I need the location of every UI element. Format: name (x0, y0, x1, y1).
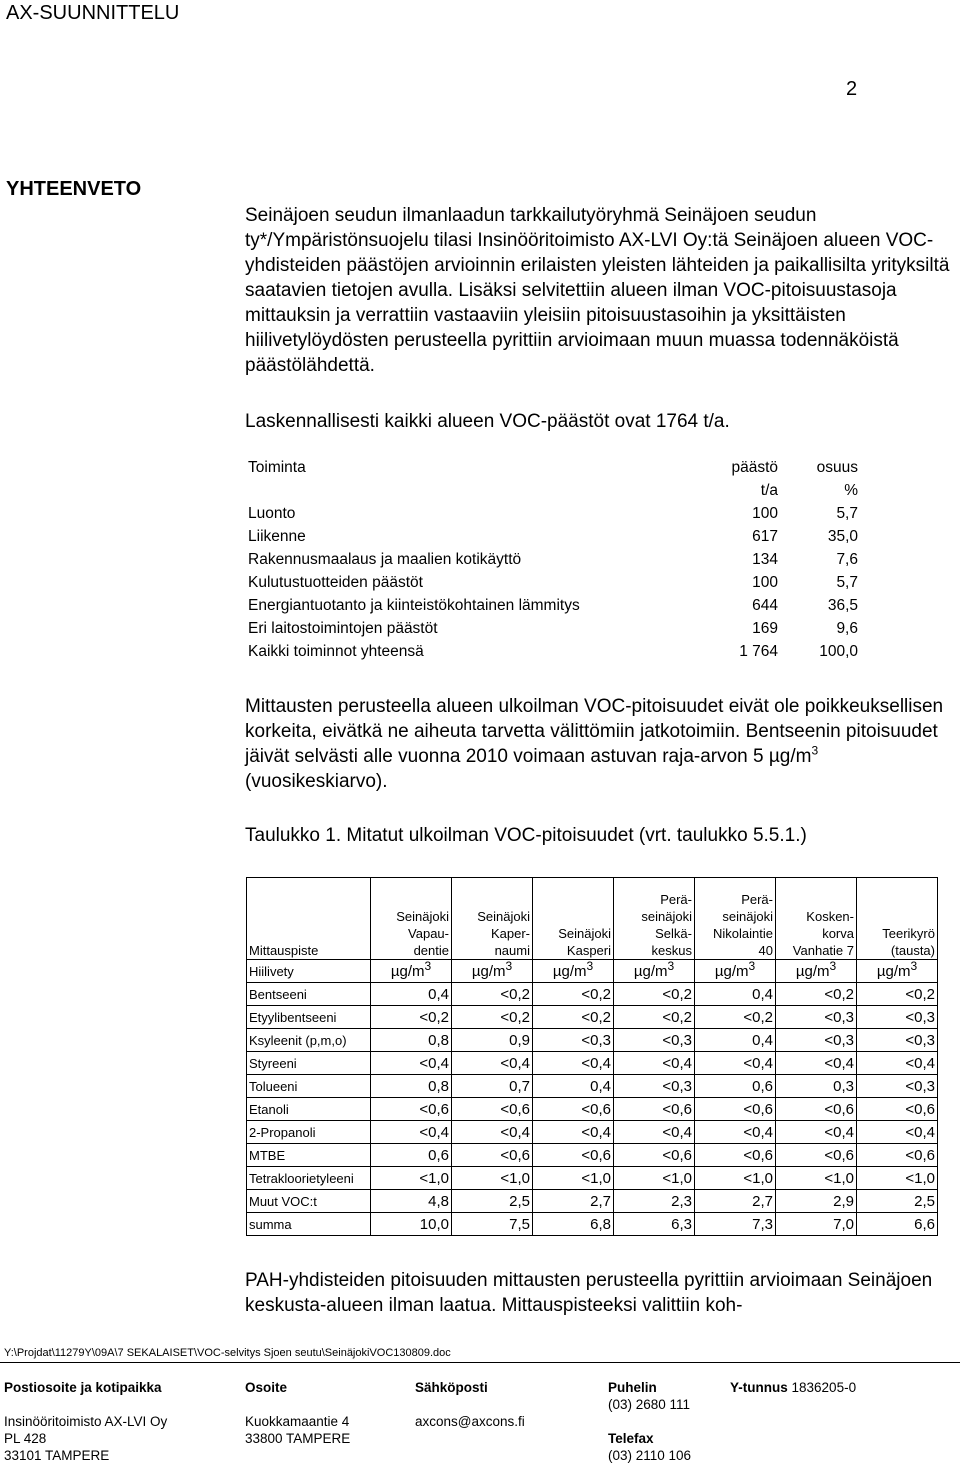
concentration-cell: 2,9 (776, 1190, 857, 1213)
concentration-cell: <0,6 (533, 1098, 614, 1121)
footer-po-city: 33101 TAMPERE (4, 1448, 110, 1463)
emissions-unit-row (248, 482, 868, 505)
site-header-line: Perä- (741, 892, 773, 907)
unit-row-label: Hiilivety (247, 960, 371, 983)
emission-share: 7,6 (836, 551, 858, 568)
emission-header: päästö (731, 459, 778, 476)
share-unit: % (844, 482, 858, 499)
concentration-cell: <0,6 (857, 1098, 938, 1121)
concentration-cell: 0,3 (776, 1075, 857, 1098)
concentration-cell: 0,7 (452, 1075, 533, 1098)
emissions-row (248, 505, 868, 528)
site-header (533, 878, 614, 960)
footer-phone: (03) 2680 111 (608, 1397, 691, 1412)
compound-name: Bentseeni (247, 983, 371, 1006)
concentration-cell: <1,0 (695, 1167, 776, 1190)
voc-row (247, 1098, 938, 1121)
emission-source-name: Kulutustuotteiden päästöt (248, 574, 423, 591)
compound-name: Etanoli (247, 1098, 371, 1121)
concentration-cell: <0,2 (533, 983, 614, 1006)
emission-value: 644 (752, 597, 778, 614)
concentration-cell: <0,4 (614, 1052, 695, 1075)
unit-superscript: 3 (748, 958, 756, 973)
concentration-cell: 0,4 (371, 983, 452, 1006)
site-header-line: naumi (494, 943, 530, 958)
unit-text: µg/m (471, 962, 506, 980)
unit-cell (776, 960, 857, 983)
site-header-line: Kasperi (566, 943, 611, 958)
site-header-line: korva (822, 926, 854, 941)
concentration-cell: <0,6 (614, 1098, 695, 1121)
emissions-row (248, 643, 868, 666)
concentration-cell: <0,6 (452, 1098, 533, 1121)
emissions-header-row (248, 459, 868, 482)
unit-cell (614, 960, 695, 983)
concentration-cell: <0,6 (695, 1098, 776, 1121)
concentration-cell: <0,2 (695, 1006, 776, 1029)
emission-share: 100,0 (819, 643, 858, 660)
concentration-cell: 2,7 (533, 1190, 614, 1213)
concentration-cell: <0,2 (452, 983, 533, 1006)
concentration-cell: 2,3 (614, 1190, 695, 1213)
concentration-cell: <0,3 (533, 1029, 614, 1052)
voc-row (247, 983, 938, 1006)
footer-phone-label: Puhelin (608, 1380, 657, 1395)
emission-share: 36,5 (827, 597, 858, 614)
footer-business-id-label: Y-tunnus (730, 1380, 788, 1395)
site-header-line: 40 (758, 943, 773, 958)
unit-text: µg/m (795, 962, 830, 980)
concentration-cell: <0,2 (614, 983, 695, 1006)
pah-paragraph: PAH-yhdisteiden pitoisuuden mittausten perusteella pyrittiin arvioimaan Seinäjoen keskusta-alueen ilman laatua. Mittauspisteeksi valittiin koh- (245, 1270, 933, 1316)
activity-header: Toiminta (248, 459, 306, 476)
footer-divider (0, 1362, 960, 1363)
emission-source-name: Eri laitostoimintojen päästöt (248, 620, 438, 637)
concentration-cell: <1,0 (857, 1167, 938, 1190)
concentration-cell: <0,2 (371, 1006, 452, 1029)
results-paragraph (245, 694, 955, 794)
compound-name: Tolueeni (247, 1075, 371, 1098)
site-header (452, 878, 533, 960)
emission-unit: t/a (760, 482, 778, 499)
concentration-cell: <0,3 (857, 1029, 938, 1052)
concentration-cell: <0,6 (371, 1098, 452, 1121)
concentration-cell: <0,2 (857, 983, 938, 1006)
concentration-cell: <0,3 (776, 1006, 857, 1029)
concentration-cell: <0,4 (857, 1121, 938, 1144)
unit-superscript: 3 (829, 958, 837, 973)
concentration-cell: <0,4 (371, 1052, 452, 1075)
site-header-line: Nikolaintie (713, 926, 773, 941)
emissions-table (248, 459, 868, 666)
compound-name: Styreeni (247, 1052, 371, 1075)
file-path: Y:\Projdat\11279Y\09A\7 SEKALAISET\VOC-selvitys Sjoen seutu\SeinäjokiVOC130809.doc (4, 1347, 451, 1359)
voc-row (247, 1075, 938, 1098)
site-header-line: Seinäjoki (396, 909, 449, 924)
site-header-line: (tausta) (890, 943, 935, 958)
concentration-cell: <0,4 (452, 1121, 533, 1144)
voc-header-row (247, 878, 938, 960)
unit-text: µg/m (633, 962, 668, 980)
footer-postcode-city: 33800 TAMPERE (245, 1431, 351, 1446)
compound-name: Muut VOC:t (247, 1190, 371, 1213)
unit-cell (857, 960, 938, 983)
results-superscript: 3 (811, 743, 819, 758)
voc-row (247, 1052, 938, 1075)
footer-postal-label: Postiosoite ja kotipaikka (4, 1380, 162, 1395)
site-header (371, 878, 452, 960)
concentration-cell: <0,4 (857, 1052, 938, 1075)
site-header-line: dentie (413, 943, 449, 958)
unit-text: µg/m (714, 962, 749, 980)
unit-cell (452, 960, 533, 983)
concentration-cell: <0,2 (614, 1006, 695, 1029)
footer-fax-label: Telefax (608, 1431, 654, 1446)
concentration-cell: 0,6 (695, 1075, 776, 1098)
unit-text: µg/m (390, 962, 425, 980)
voc-row (247, 1029, 938, 1052)
concentration-cell: <1,0 (452, 1167, 533, 1190)
footer-po-box: PL 428 (4, 1431, 47, 1446)
voc-table (246, 877, 938, 1236)
concentration-cell: 0,4 (695, 983, 776, 1006)
concentration-cell: <0,6 (776, 1144, 857, 1167)
unit-cell (371, 960, 452, 983)
emissions-row (248, 551, 868, 574)
emission-source-name: Rakennusmaalaus ja maalien kotikäyttö (248, 551, 522, 568)
concentration-cell: 4,8 (371, 1190, 452, 1213)
table-caption: Taulukko 1. Mitatut ulkoilman VOC-pitoisuudet (vrt. taulukko 5.5.1.) (245, 825, 807, 846)
concentration-cell: <1,0 (614, 1167, 695, 1190)
site-header-line: Vanhatie 7 (792, 943, 854, 958)
emission-value: 617 (752, 528, 778, 545)
concentration-cell: <0,6 (776, 1098, 857, 1121)
concentration-cell: <0,4 (371, 1121, 452, 1144)
concentration-cell: <0,4 (776, 1052, 857, 1075)
concentration-cell: 0,6 (371, 1144, 452, 1167)
footer-company: Insinööritoimisto AX-LVI Oy (4, 1414, 168, 1429)
voc-row (247, 1006, 938, 1029)
unit-superscript: 3 (424, 958, 432, 973)
compound-name: 2-Propanoli (247, 1121, 371, 1144)
footer-fax: (03) 2110 106 (608, 1448, 692, 1463)
concentration-cell: <0,6 (533, 1144, 614, 1167)
site-header-line: seinäjoki (722, 909, 773, 924)
concentration-cell: <1,0 (371, 1167, 452, 1190)
concentration-cell: 0,4 (695, 1029, 776, 1052)
compound-name: summa (247, 1213, 371, 1236)
emissions-row (248, 620, 868, 643)
concentration-cell: 7,3 (695, 1213, 776, 1236)
total-emissions-paragraph: Laskennallisesti kaikki alueen VOC-päästöt ovat 1764 t/a. (245, 411, 730, 432)
emissions-row (248, 597, 868, 620)
site-header-line: keskus (651, 943, 692, 958)
header-title: AX-SUUNNITTELU (6, 2, 180, 24)
concentration-cell: <0,4 (776, 1121, 857, 1144)
site-header (776, 878, 857, 960)
emission-share: 35,0 (827, 528, 858, 545)
concentration-cell: 0,8 (371, 1075, 452, 1098)
concentration-cell: 2,7 (695, 1190, 776, 1213)
voc-row (247, 1121, 938, 1144)
compound-name: Tetrakloorietyleeni (247, 1167, 371, 1190)
concentration-cell: 2,5 (857, 1190, 938, 1213)
page-number: 2 (846, 78, 858, 100)
concentration-cell: <0,6 (857, 1144, 938, 1167)
unit-superscript: 3 (910, 958, 918, 973)
concentration-cell: 7,5 (452, 1213, 533, 1236)
concentration-cell: 2,5 (452, 1190, 533, 1213)
concentration-cell: <0,3 (857, 1075, 938, 1098)
concentration-cell: 6,6 (857, 1213, 938, 1236)
concentration-cell: <0,4 (533, 1121, 614, 1144)
emissions-row (248, 528, 868, 551)
voc-row (247, 1144, 938, 1167)
concentration-cell: <0,6 (452, 1144, 533, 1167)
emission-value: 100 (752, 574, 778, 591)
concentration-cell: <0,3 (776, 1029, 857, 1052)
unit-text: µg/m (876, 962, 911, 980)
concentration-cell: <0,4 (695, 1121, 776, 1144)
site-header-line: Seinäjoki (477, 909, 530, 924)
share-header: osuus (816, 459, 858, 476)
concentration-cell: 0,8 (371, 1029, 452, 1052)
site-header-line: Seinäjoki (558, 926, 611, 941)
footer-email-label: Sähköposti (415, 1380, 488, 1395)
concentration-cell: 10,0 (371, 1213, 452, 1236)
unit-text: µg/m (552, 962, 587, 980)
emission-value: 134 (752, 551, 778, 568)
footer-email[interactable]: axcons@axcons.fi (415, 1414, 525, 1429)
concentration-cell: <1,0 (776, 1167, 857, 1190)
concentration-cell: 0,4 (533, 1075, 614, 1098)
footer-business-id-value: 1836205-0 (791, 1380, 857, 1395)
site-header (614, 878, 695, 960)
concentration-cell: <0,2 (776, 983, 857, 1006)
emission-source-name: Kaikki toiminnot yhteensä (248, 643, 424, 660)
emission-source-name: Energiantuotanto ja kiinteistökohtainen lämmitys (248, 597, 580, 614)
concentration-cell: <0,3 (857, 1006, 938, 1029)
concentration-cell: <0,3 (614, 1029, 695, 1052)
site-header (857, 878, 938, 960)
unit-cell (695, 960, 776, 983)
concentration-cell: <0,3 (614, 1075, 695, 1098)
site-header (695, 878, 776, 960)
emission-share: 5,7 (836, 505, 858, 522)
concentration-cell: 6,3 (614, 1213, 695, 1236)
site-header-label: Mittauspiste (247, 878, 371, 960)
site-header-line: Vapau- (408, 926, 449, 941)
emission-value: 169 (752, 620, 778, 637)
compound-name: Ksyleenit (p,m,o) (247, 1029, 371, 1052)
voc-row (247, 1213, 938, 1236)
concentration-cell: <0,4 (695, 1052, 776, 1075)
emission-share: 9,6 (836, 620, 858, 637)
unit-cell (533, 960, 614, 983)
site-header-line: Kaper- (490, 926, 530, 941)
emission-source-name: Liikenne (248, 528, 306, 545)
voc-row (247, 1190, 938, 1213)
emission-source-name: Luonto (248, 505, 296, 522)
voc-row (247, 1167, 938, 1190)
concentration-cell: <0,4 (614, 1121, 695, 1144)
concentration-cell: <1,0 (533, 1167, 614, 1190)
unit-superscript: 3 (667, 958, 675, 973)
unit-superscript: 3 (505, 958, 513, 973)
compound-name: MTBE (247, 1144, 371, 1167)
footer-street: Kuokkamaantie 4 (245, 1414, 350, 1429)
concentration-cell: 7,0 (776, 1213, 857, 1236)
concentration-cell: <0,4 (452, 1052, 533, 1075)
emission-share: 5,7 (836, 574, 858, 591)
concentration-cell: <0,6 (695, 1144, 776, 1167)
concentration-cell: <0,4 (533, 1052, 614, 1075)
results-text: Mittausten perusteella alueen ulkoilman VOC-pitoisuudet eivät ole poikkeuksellisen korkeita, eivätkä ne aiheuta tarvetta välittömiin jatkotoimiin. Bentseenin pitoisuudet jäivät selvästi alle vuonna 2010 voimaan astuvan raja-arvon 5 µg/m (245, 696, 944, 767)
unit-superscript: 3 (586, 958, 594, 973)
emissions-row (248, 574, 868, 597)
concentration-cell: <0,6 (614, 1144, 695, 1167)
site-header-line: Teerikyrö (882, 926, 935, 941)
voc-unit-row (247, 960, 938, 983)
compound-name: Etyylibentseeni (247, 1006, 371, 1029)
intro-paragraph: Seinäjoen seudun ilmanlaadun tarkkailutyöryhmä Seinäjoen seudun ty*/Ympäristönsuojelu tilasi Insinööritoimisto AX-LVI Oy:tä Seinäjoen alueen VOC-yhdisteiden päästöjen arvioinnin erilaisten yleisten lähteiden ja paikallisilta yrityksiltä saatavien tietojen avulla. Lisäksi selvitettiin alueen ilman VOC-pitoisuustasoja mittauksin ja verrattiin vastaaviin yleisiin pitoisuustasoihin ja yksittäisten hiilivetylöydösten perusteella pyrittiin arvioimaan muun muassa todennäköistä päästölähdettä. (245, 205, 950, 376)
footer-business-id (730, 1380, 856, 1395)
footer-address-label: Osoite (245, 1380, 288, 1395)
site-header-line: Kosken- (806, 909, 854, 924)
section-heading: YHTEENVETO (6, 178, 142, 200)
site-header-line: Perä- (660, 892, 692, 907)
concentration-cell: <0,2 (452, 1006, 533, 1029)
concentration-cell: 0,9 (452, 1029, 533, 1052)
site-header-line: Selkä- (655, 926, 692, 941)
site-header-line: seinäjoki (641, 909, 692, 924)
results-text-end: (vuosikeskiarvo). (245, 771, 388, 792)
concentration-cell: 6,8 (533, 1213, 614, 1236)
concentration-cell: <0,2 (533, 1006, 614, 1029)
emission-value: 1 764 (739, 643, 778, 660)
emission-value: 100 (752, 505, 778, 522)
